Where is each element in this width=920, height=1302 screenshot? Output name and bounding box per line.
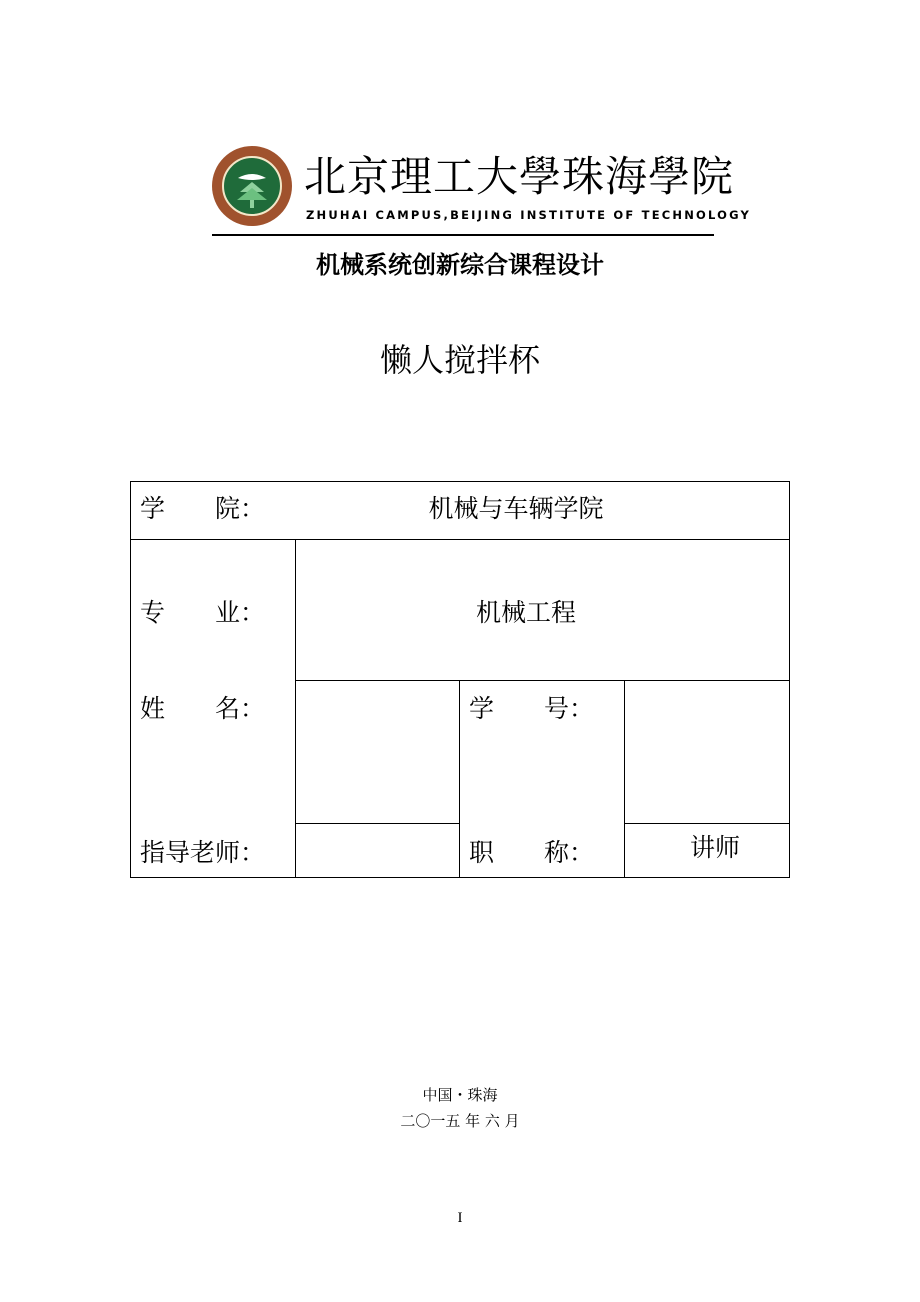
tree-dove-icon [224,158,280,214]
title-value: 讲师 [689,833,740,862]
student-id-label: 学 号： [469,694,595,723]
school-seal-logo [212,146,292,226]
footer-place: 中国・珠海 [422,1086,498,1104]
project-title: 懒人搅拌杯 [379,341,540,379]
page-number: I [457,1210,463,1226]
major-label: 专 业： [140,598,266,627]
advisor-label: 指导老师： [140,838,266,867]
header-divider [212,234,714,236]
student-id-value[interactable] [630,694,785,814]
name-label: 姓 名： [140,694,266,723]
college-value: 机械与车辆学院 [428,494,604,523]
title-label: 职 称： [469,838,595,867]
advisor-value[interactable] [300,830,455,870]
school-name-cn: 北京理工大學珠海學院 [304,154,735,200]
college-label: 学 院： [140,494,266,523]
footer-date: 二〇一五 年 六 月 [400,1112,520,1130]
major-value: 机械工程 [475,598,576,627]
name-value[interactable] [300,694,455,814]
school-name-en: ZHUHAI CAMPUS,BEIJING INSTITUTE OF TECHNOLOGY [306,208,752,222]
course-title: 机械系统创新综合课程设计 [316,251,604,279]
